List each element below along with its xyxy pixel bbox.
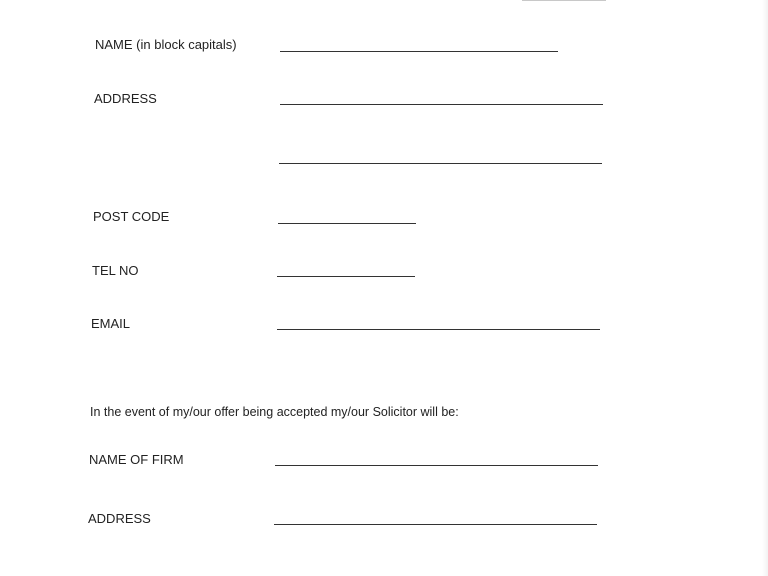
firm-name-label: NAME OF FIRM (89, 452, 184, 467)
tel-no-field[interactable] (277, 276, 415, 277)
post-code-field[interactable] (278, 223, 416, 224)
solicitor-address-label: ADDRESS (88, 511, 151, 526)
name-label: NAME (in block capitals) (95, 37, 237, 52)
top-divider (522, 0, 606, 1)
address-field-line-1[interactable] (280, 104, 603, 105)
firm-name-field[interactable] (275, 465, 598, 466)
post-code-label: POST CODE (93, 209, 170, 224)
solicitor-intro-text: In the event of my/our offer being accepted my/our Solicitor will be: (90, 405, 459, 419)
solicitor-address-field[interactable] (274, 524, 597, 525)
page-edge-shadow (762, 0, 768, 576)
email-field[interactable] (277, 329, 600, 330)
address-field-line-2[interactable] (279, 163, 602, 164)
name-field[interactable] (280, 51, 558, 52)
address-label: ADDRESS (94, 91, 157, 106)
tel-no-label: TEL NO (92, 263, 139, 278)
email-label: EMAIL (91, 316, 131, 331)
